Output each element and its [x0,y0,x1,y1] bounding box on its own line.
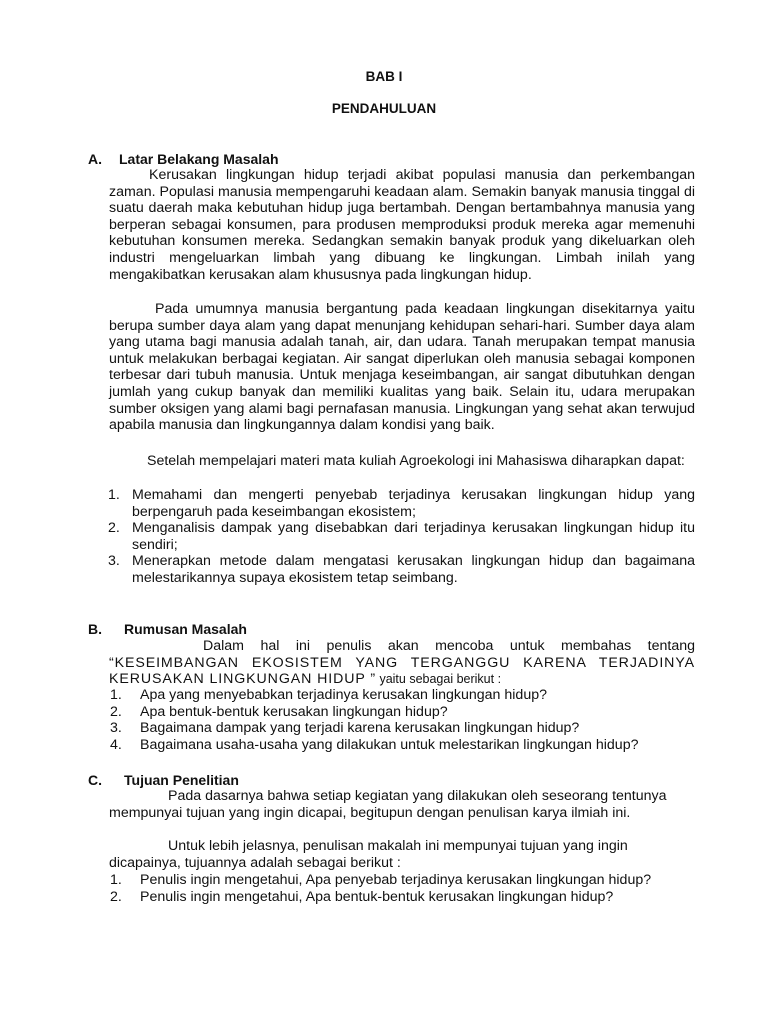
list-item [110,889,695,906]
section-b-quote-tail: yaitu sebagai berikut : [375,672,502,687]
chapter-title: PENDAHULUAN [331,101,437,116]
list-item-text: Penulis ingin mengetahui, Apa bentuk-bentuk kerusakan lingkungan hidup? [140,888,614,905]
list-item [108,487,695,520]
list-item [110,687,695,704]
list-item-number: 3. [108,553,120,570]
list-item-text: Apa bentuk-bentuk kerusakan lingkungan hidup? [140,703,448,720]
list-item-number: 2. [110,888,122,905]
chapter-number: BAB I [365,69,403,84]
list-item [108,553,695,586]
section-b-letter: B. [88,621,102,637]
list-item-number: 2. [108,520,120,537]
list-item-text: Menganalisis dampak yang disebabkan dari terjadinya kerusakan lingkungan hidup itu sendiri; [132,520,695,553]
section-c-letter: C. [88,772,102,788]
list-item-number: 3. [110,720,122,737]
list-item-text: Memahami dan mengerti penyebab terjadinya kerusakan lingkungan hidup yang berpengaruh pada keseimbangan ekosistem; [132,487,695,520]
section-c-paragraph-2: Untuk lebih jelasnya, penulisan makalah ini mempunyai tujuan yang ingin dicapainya, tujuannya adalah sebagai berikut : [109,838,628,871]
section-b-quote: “KESEIMBANGAN EKOSISTEM YANG TERGANGGU KARENA TERJADINYA KERUSAKAN LINGKUNGAN HIDUP ” [109,654,695,688]
list-item-text: Bagaimana dampak yang terjadi karena kerusakan lingkungan hidup? [140,720,580,737]
list-item-number: 1. [108,487,120,503]
list-item-number: 1. [110,872,122,888]
section-b-intro [109,638,695,688]
section-a-letter: A. [88,151,102,167]
section-b-intro-text: Dalam hal ini penulis akan mencoba untuk membahas tentang [203,638,695,654]
section-c-list [110,872,695,905]
section-c-title: Tujuan Penelitian [124,772,239,788]
section-a-paragraph-1: Kerusakan lingkungan hidup terjadi akibat populasi manusia dan perkembangan zaman. Populasi manusia mempengaruhi keadaan alam. Semakin banyak manusia tinggal di suatu daerah maka kebutuhan hidup juga bertambah. Dengan bertambahnya manusia yang berperan sebagai konsumen, para produsen memproduksi produk mereka agar memenuhi kebutuhan konsumen mereka. Sedangkan semakin banyak produk yang dikeluarkan oleh industri mengeluarkan limbah yang dibuang ke lingkungan. Limbah inilah yang mengakibatkan kerusakan alam khususnya pada lingkungan hidup. [109,167,695,283]
section-a-paragraph-2: Pada umumnya manusia bergantung pada keadaan lingkungan disekitarnya yaitu berupa sumber daya alam yang dapat menunjang kehidupan sehari-hari. Sumber daya alam yang utama bagi manusia adalah tanah, air, dan udara. Tanah merupakan tempat manusia untuk melakukan berbagai kegiatan. Air sangat diperlukan oleh manusia sebagai komponen terbesar dari tubuh manusia. Untuk menjaga keseimbangan, air sangat dibutuhkan dengan jumlah yang cukup banyak dan memiliki kualitas yang baik. Selain itu, udara merupakan sumber oksigen yang alami bagi pernafasan manusia. Lingkungan yang sehat akan terwujud apabila manusia dan lingkungannya dalam kondisi yang baik. [109,301,695,434]
section-c-paragraph-1: Pada dasarnya bahwa setiap kegiatan yang dilakukan oleh seseorang tentunya mempunyai tujuan yang ingin dicapai, begitupun dengan penulisan karya ilmiah ini. [109,788,667,821]
section-b-list [110,687,695,753]
list-item-text: Apa yang menyebabkan terjadinya kerusakan lingkungan hidup? [140,687,547,703]
list-item-number: 4. [110,736,122,753]
list-item [108,520,695,553]
list-item [110,720,695,737]
list-item-text: Menerapkan metode dalam mengatasi kerusakan lingkungan hidup dan bagaimana melestarikannya supaya ekosistem tetap seimbang. [132,553,695,586]
list-item-text: Bagaimana usaha-usaha yang dilakukan untuk melestarikan lingkungan hidup? [140,736,639,753]
list-item-text: Penulis ingin mengetahui, Apa penyebab terjadinya kerusakan lingkungan hidup? [140,872,652,888]
section-b-title: Rumusan Masalah [124,621,247,637]
section-a-list [108,487,695,587]
section-a-paragraph-3: Setelah mempelajari materi mata kuliah Agroekologi ini Mahasiswa diharapkan dapat: [147,453,685,469]
section-a-title: Latar Belakang Masalah [119,151,279,167]
list-item [110,704,695,721]
list-item [110,872,695,889]
list-item-number: 1. [110,687,122,703]
list-item [110,737,695,754]
list-item-number: 2. [110,703,122,720]
